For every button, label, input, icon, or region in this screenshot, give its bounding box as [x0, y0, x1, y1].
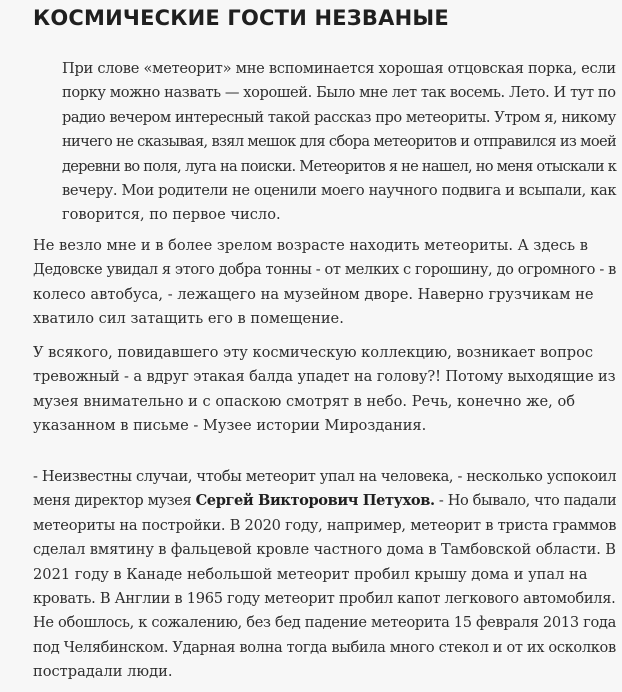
- text-fragment: - Но бывало, что падали: [434, 492, 617, 510]
- paragraph-intro: [62, 57, 616, 228]
- text-line: вечеру. Мои родители не оценили моего научного подвига и всыпали, как: [62, 181, 617, 199]
- text-line: под Челябинском. Ударная волна тогда выбила много стекол и от их осколков: [33, 638, 616, 656]
- text-line: деревни во поля, луга на поиски. Метеоритов я не нашел, но меня отыскали к: [62, 157, 617, 175]
- text-line: сделал вмятину в фальцевой кровле частного дома в Тамбовской области. В: [33, 541, 616, 559]
- text-line: Дедовске увидал я этого добра тонны - от мелких с горошину, до огромного - в: [33, 261, 616, 279]
- paragraph-dedovsk: [33, 234, 616, 332]
- text-line: У всякого, повидавшего эту космическую коллекцию, возникает вопрос: [33, 344, 594, 361]
- text-line: хватило сил затащить его в помещение.: [33, 310, 344, 328]
- text-line: тревожный - а вдруг этакая балда упадет на голову?! Потому выходящие из: [33, 368, 616, 386]
- text-line: радио вечером интересный такой рассказ про метеориты. Утром я, никому: [62, 108, 616, 126]
- text-fragment: меня директор музея: [33, 492, 196, 510]
- article-title: КОСМИЧЕСКИЕ ГОСТИ НЕЗВАНЫЕ: [33, 6, 449, 30]
- text-line: говорится, по первое число.: [62, 206, 281, 224]
- text-line: порку можно назвать — хорошей. Было мне лет так восемь. Лето. И тут по: [62, 84, 616, 102]
- text-line: - Неизвестны случаи, чтобы метеорит упал на человека, - несколько успокоил: [33, 468, 617, 485]
- text-line: Не обошлось, к сожалению, без бед падение метеорита 15 февраля 2013 года: [33, 614, 616, 632]
- text-line: Не везло мне и в более зрелом возрасте находить метеориты. А здесь в: [33, 237, 588, 254]
- text-line: указанном в письме - Музее истории Мироздания.: [33, 417, 427, 435]
- director-name: Сергей Викторович Петухов.: [195, 492, 435, 510]
- text-line: При слове «метеорит» мне вспоминается хорошая отцовская порка, если: [62, 60, 616, 77]
- text-line: музея внимательно и с опаскою смотрят в небо. Речь, конечно же, об: [33, 392, 576, 410]
- text-line: колесо автобуса, - лежащего на музейном дворе. Наверно грузчикам не: [33, 285, 594, 303]
- text-line: кровать. В Англии в 1965 году метеорит пробил капот легкового автомобиля.: [33, 589, 616, 607]
- text-line: пострадали люди.: [33, 663, 173, 681]
- text-line: метеориты на постройки. В 2020 году, например, метеорит в триста граммов: [33, 516, 617, 534]
- paragraph-director-quote: [33, 465, 616, 685]
- text-line: [33, 489, 616, 513]
- paragraph-museum: [33, 341, 615, 439]
- text-line: 2021 году в Канаде небольшой метеорит пробил крышу дома и упал на: [33, 565, 588, 583]
- text-line: ничего не сказывая, взял мешок для сбора метеоритов и отправился из моей: [62, 133, 617, 151]
